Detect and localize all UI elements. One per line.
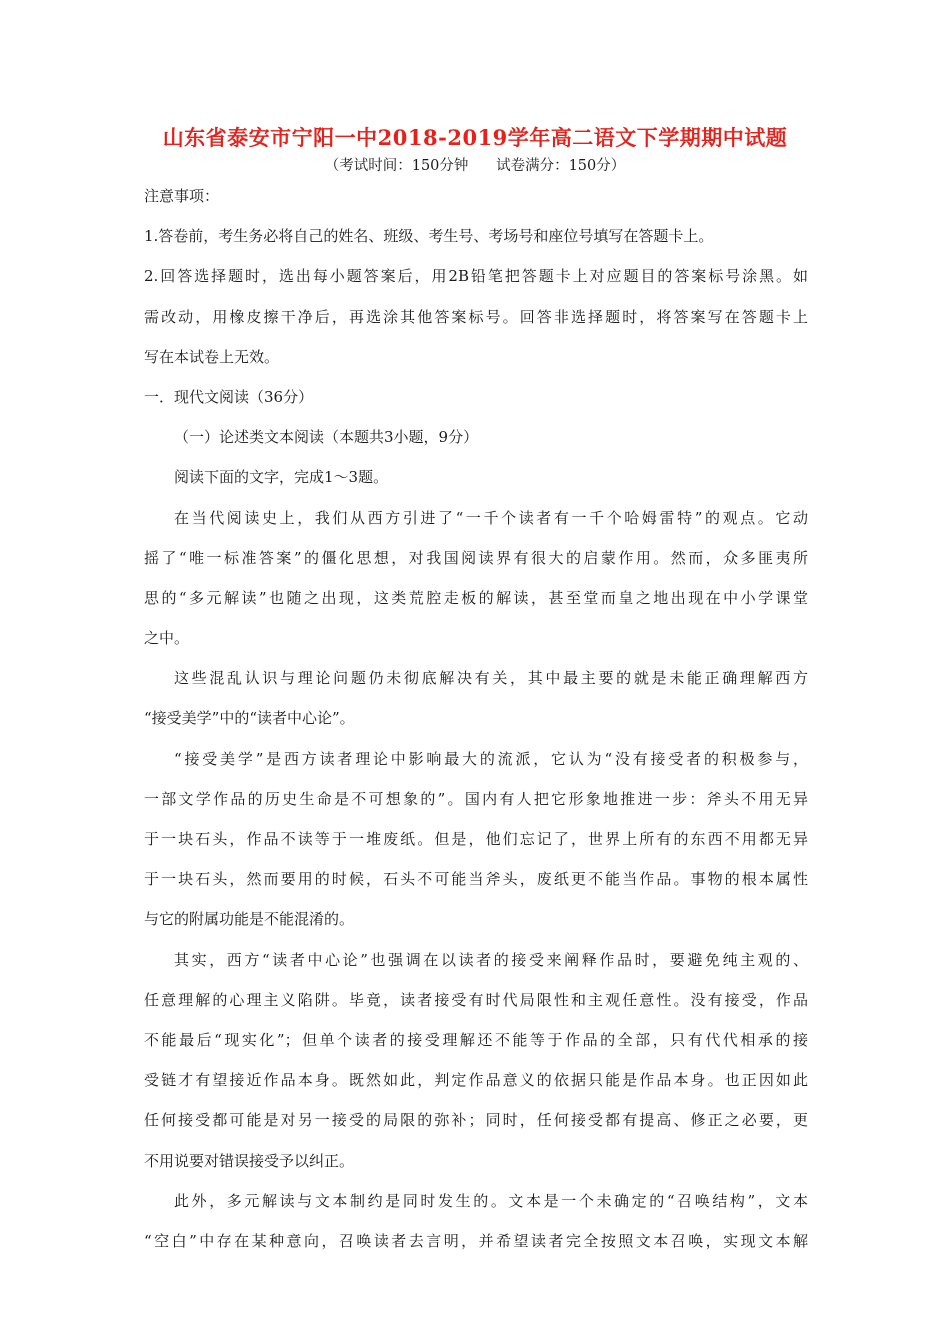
note-item-2-line-1: 2.回答选择题时，选出每小题答案后，用2B铅笔把答题卡上对应题目的答案标号涂黑。如 xyxy=(144,267,808,286)
passage-line: 任何接受都可能是对另一接受的局限的弥补；同时，任何接受都有提高、修正之必要，更 xyxy=(144,1111,808,1130)
note-item-1: 1.答卷前，考生务必将自己的姓名、班级、考生号、考场号和座位号填写在答题卡上。 xyxy=(144,227,714,246)
exam-body xyxy=(144,176,808,1261)
notes-heading: 注意事项： xyxy=(144,187,220,205)
note-item-2-line-2: 需改动，用橡皮擦干净后，再选涂其他答案标号。回答非选择题时，将答案写在答题卡上 xyxy=(144,307,808,326)
passage-line: 之中。 xyxy=(144,629,190,648)
passage-line: 于一块石头，作品不读等于一堆废纸。但是，他们忘记了，世界上所有的东西不用都无异 xyxy=(144,830,808,848)
passage-line: 摇了“唯一标准答案”的僵化思想，对我国阅读界有很大的启蒙作用。然而，众多匪夷所 xyxy=(144,548,808,567)
passage-line: 此外，多元解读与文本制约是同时发生的。文本是一个未确定的“召唤结构”，文本 xyxy=(174,1191,808,1210)
section-1-heading: 一．现代文阅读（36分） xyxy=(144,387,314,406)
passage-line: 不能最后“现实化”；但单个读者的接受理解还不能等于作品的全部，只有代代相承的接 xyxy=(144,1030,808,1049)
reading-instruction: 阅读下面的文字，完成1～3题。 xyxy=(174,468,389,487)
passage-line: 与它的附属功能是不能混淆的。 xyxy=(144,910,355,929)
passage-line: “接受美学”中的“读者中心论”。 xyxy=(144,709,355,728)
passage-line: “空白”中存在某种意向，召唤读者去言明，并希望读者完全按照文本召唤，实现文本解 xyxy=(144,1231,808,1250)
passage-line: 于一块石头，然而要用的时候，石头不可能当斧头，废纸更不能当作品。事物的根本属性 xyxy=(144,870,808,889)
passage-line: 一部文学作品的历史生命是不可想象的”。国内有人把它形象地推进一步：斧头不用无异 xyxy=(144,789,808,808)
passage-line: 思的“多元解读”也随之出现，这类荒腔走板的解读，甚至堂而皇之地出现在中小学课堂 xyxy=(144,588,808,607)
passage-line: 在当代阅读史上，我们从西方引进了“一千个读者有一千个哈姆雷特”的观点。它动 xyxy=(174,508,808,527)
passage-line: 这些混乱认识与理论问题仍未彻底解决有关，其中最主要的就是未能正确理解西方 xyxy=(174,669,808,688)
section-1-subheading: （一）论述类文本阅读（本题共3小题，9分） xyxy=(174,428,479,447)
passage-line: 受链才有望接近作品本身。既然如此，判定作品意义的依据只能是作品本身。也正因如此 xyxy=(144,1071,808,1090)
passage-line: “接受美学”是西方读者理论中影响最大的流派，它认为“没有接受者的积极参与， xyxy=(174,749,808,768)
exam-subtitle: （考试时间：150分钟 试卷满分：150分） xyxy=(324,158,626,174)
exam-title: 山东省泰安市宁阳一中2018-2019学年高二语文下学期期中试题 xyxy=(162,125,788,150)
passage-line: 不用说要对错误接受予以纠正。 xyxy=(144,1151,355,1170)
passage-line: 其实，西方“读者中心论”也强调在以读者的接受来阐释作品时，要避免纯主观的、 xyxy=(174,950,808,969)
passage-line: 任意理解的心理主义陷阱。毕竟，读者接受有时代局限性和主观任意性。没有接受，作品 xyxy=(144,990,808,1009)
note-item-2-line-3: 写在本试卷上无效。 xyxy=(144,347,280,366)
